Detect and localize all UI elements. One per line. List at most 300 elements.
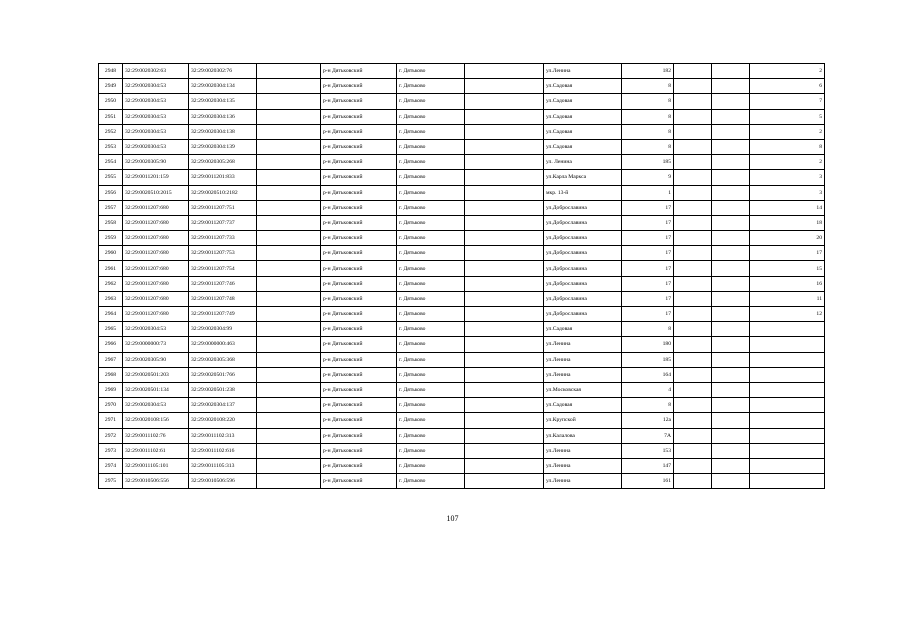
- page-number: 107: [446, 514, 459, 523]
- cell-street: ул.Садовая: [544, 109, 622, 124]
- cell-city: г. Дятьково: [397, 307, 465, 322]
- cell-blank-col-11: [712, 322, 750, 337]
- cell-blank-col-7: [465, 352, 544, 367]
- cell-district: р-н Дятьковский: [321, 215, 397, 230]
- cell-district: р-н Дятьковский: [321, 200, 397, 215]
- table-row: [99, 261, 825, 276]
- cell-street: ул.Ленина: [544, 443, 622, 458]
- cell-row-number: 2973: [99, 443, 123, 458]
- table-row: [99, 398, 825, 413]
- cell-district: р-н Дятьковский: [321, 398, 397, 413]
- cell-city: г. Дятьково: [397, 443, 465, 458]
- cell-cadastral-number-parent: 32:29:0010506:556: [123, 474, 189, 489]
- table-row: [99, 79, 825, 94]
- cell-cadastral-number-parent: 32:29:0011207:680: [123, 231, 189, 246]
- cell-blank-col-4: [257, 124, 321, 139]
- cell-house-number: 180: [622, 337, 674, 352]
- cell-blank-col-10: [674, 246, 712, 261]
- cell-blank-col-10: [674, 291, 712, 306]
- cell-cadastral-number: 32:29:0011207:753: [189, 246, 257, 261]
- cell-row-number: 2965: [99, 322, 123, 337]
- cell-blank-col-7: [465, 79, 544, 94]
- cell-cadastral-number: 32:29:0020501:766: [189, 367, 257, 382]
- cell-blank-col-7: [465, 276, 544, 291]
- cell-district: р-н Дятьковский: [321, 124, 397, 139]
- cell-blank-col-4: [257, 200, 321, 215]
- cell-blank-col-10: [674, 428, 712, 443]
- cell-cadastral-number: 32:29:0020510:2182: [189, 185, 257, 200]
- cell-street: ул.Ленина: [544, 367, 622, 382]
- cell-district: р-н Дятьковский: [321, 352, 397, 367]
- cell-blank-col-4: [257, 428, 321, 443]
- cell-district: р-н Дятьковский: [321, 474, 397, 489]
- cell-street: ул.Садовая: [544, 139, 622, 154]
- cell-blank-col-10: [674, 170, 712, 185]
- cell-blank-col-10: [674, 215, 712, 230]
- cell-cadastral-number: 32:29:0020304:135: [189, 94, 257, 109]
- cell-street: ул.Карла Маркса: [544, 170, 622, 185]
- cell-blank-col-7: [465, 139, 544, 154]
- cell-row-number: 2951: [99, 109, 123, 124]
- cell-district: р-н Дятьковский: [321, 367, 397, 382]
- cell-blank-col-10: [674, 261, 712, 276]
- cell-house-number: 8: [622, 79, 674, 94]
- cell-blank-col-4: [257, 246, 321, 261]
- cell-blank-col-4: [257, 382, 321, 397]
- cell-blank-col-11: [712, 261, 750, 276]
- cell-city: г. Дятьково: [397, 64, 465, 79]
- cell-cadastral-number: 32:29:0011102:313: [189, 428, 257, 443]
- cell-cadastral-number: 32:29:0020501:238: [189, 382, 257, 397]
- cell-blank-col-4: [257, 352, 321, 367]
- cell-apartment-number: [750, 458, 825, 473]
- cell-blank-col-7: [465, 443, 544, 458]
- table-row: [99, 185, 825, 200]
- cell-district: р-н Дятьковский: [321, 291, 397, 306]
- cell-district: р-н Дятьковский: [321, 139, 397, 154]
- cell-cadastral-number-parent: 32:29:0011105:101: [123, 458, 189, 473]
- cell-house-number: 8: [622, 322, 674, 337]
- cell-apartment-number: 15: [750, 261, 825, 276]
- cell-blank-col-10: [674, 94, 712, 109]
- cell-house-number: 8: [622, 139, 674, 154]
- cell-cadastral-number: 32:29:0020304:99: [189, 322, 257, 337]
- cell-blank-col-7: [465, 337, 544, 352]
- cell-street: ул.Калалова: [544, 428, 622, 443]
- cell-row-number: 2975: [99, 474, 123, 489]
- cell-street: ул.Крупской: [544, 413, 622, 428]
- cell-house-number: 8: [622, 398, 674, 413]
- cell-blank-col-4: [257, 64, 321, 79]
- cell-blank-col-7: [465, 413, 544, 428]
- cell-row-number: 2955: [99, 170, 123, 185]
- cell-district: р-н Дятьковский: [321, 155, 397, 170]
- cell-apartment-number: 11: [750, 291, 825, 306]
- cell-cadastral-number-parent: 32:29:0020304:53: [123, 322, 189, 337]
- cell-row-number: 2963: [99, 291, 123, 306]
- cell-blank-col-4: [257, 307, 321, 322]
- cell-blank-col-11: [712, 382, 750, 397]
- cell-cadastral-number-parent: 32:29:0020304:53: [123, 398, 189, 413]
- cell-apartment-number: 18: [750, 215, 825, 230]
- cell-street: ул.Садовая: [544, 124, 622, 139]
- table-row: [99, 443, 825, 458]
- table-row: [99, 231, 825, 246]
- cell-cadastral-number: 32:29:0011207:746: [189, 276, 257, 291]
- cell-blank-col-10: [674, 139, 712, 154]
- cell-row-number: 2974: [99, 458, 123, 473]
- cell-house-number: 8: [622, 109, 674, 124]
- cell-apartment-number: [750, 322, 825, 337]
- cell-blank-col-11: [712, 124, 750, 139]
- cell-street: ул.Садовая: [544, 79, 622, 94]
- cell-blank-col-11: [712, 215, 750, 230]
- table-row: [99, 367, 825, 382]
- table-row: [99, 291, 825, 306]
- cell-blank-col-11: [712, 428, 750, 443]
- cell-house-number: 8: [622, 94, 674, 109]
- cell-blank-col-11: [712, 443, 750, 458]
- cell-blank-col-11: [712, 307, 750, 322]
- cell-blank-col-7: [465, 307, 544, 322]
- cell-blank-col-7: [465, 64, 544, 79]
- cell-cadastral-number: 32:29:0011207:754: [189, 261, 257, 276]
- cell-house-number: 12а: [622, 413, 674, 428]
- cell-street: ул.Доброславина: [544, 215, 622, 230]
- cell-cadastral-number: 32:29:0020304:138: [189, 124, 257, 139]
- cell-district: р-н Дятьковский: [321, 246, 397, 261]
- cell-blank-col-4: [257, 291, 321, 306]
- cell-cadastral-number: 32:29:0011201:833: [189, 170, 257, 185]
- cell-apartment-number: 2: [750, 155, 825, 170]
- cell-city: г. Дятьково: [397, 94, 465, 109]
- cell-street: ул.Доброславина: [544, 291, 622, 306]
- cell-city: г. Дятьково: [397, 200, 465, 215]
- cell-street: ул.Ленина: [544, 458, 622, 473]
- cell-street: ул.Доброславина: [544, 246, 622, 261]
- cell-blank-col-7: [465, 291, 544, 306]
- cell-apartment-number: 5: [750, 109, 825, 124]
- cell-blank-col-10: [674, 382, 712, 397]
- cell-blank-col-7: [465, 200, 544, 215]
- cell-blank-col-7: [465, 246, 544, 261]
- cell-house-number: 7А: [622, 428, 674, 443]
- cell-cadastral-number-parent: 32:29:0011201:159: [123, 170, 189, 185]
- cell-city: г. Дятьково: [397, 139, 465, 154]
- cell-row-number: 2952: [99, 124, 123, 139]
- cell-apartment-number: 8: [750, 139, 825, 154]
- cell-city: г. Дятьково: [397, 382, 465, 397]
- cell-house-number: 17: [622, 291, 674, 306]
- cell-city: г. Дятьково: [397, 398, 465, 413]
- cell-blank-col-4: [257, 155, 321, 170]
- cell-district: р-н Дятьковский: [321, 458, 397, 473]
- cell-blank-col-4: [257, 185, 321, 200]
- cell-blank-col-11: [712, 79, 750, 94]
- cell-blank-col-10: [674, 458, 712, 473]
- cell-blank-col-7: [465, 155, 544, 170]
- cell-blank-col-7: [465, 398, 544, 413]
- cell-cadastral-number: 32:29:0000000:463: [189, 337, 257, 352]
- cell-street: ул.Садовая: [544, 94, 622, 109]
- cell-blank-col-11: [712, 413, 750, 428]
- cell-house-number: 17: [622, 276, 674, 291]
- cell-district: р-н Дятьковский: [321, 79, 397, 94]
- cell-blank-col-4: [257, 261, 321, 276]
- cell-city: г. Дятьково: [397, 231, 465, 246]
- cell-cadastral-number: 32:29:0011207:748: [189, 291, 257, 306]
- cell-street: ул.Доброславина: [544, 261, 622, 276]
- cell-blank-col-10: [674, 352, 712, 367]
- cell-blank-col-4: [257, 337, 321, 352]
- cell-house-number: 161: [622, 474, 674, 489]
- cell-blank-col-11: [712, 246, 750, 261]
- table-row: [99, 352, 825, 367]
- cell-district: р-н Дятьковский: [321, 276, 397, 291]
- cell-blank-col-10: [674, 64, 712, 79]
- cell-cadastral-number: 32:29:0020304:137: [189, 398, 257, 413]
- cell-house-number: 1: [622, 185, 674, 200]
- table-row: [99, 155, 825, 170]
- cell-row-number: 2959: [99, 231, 123, 246]
- cell-city: г. Дятьково: [397, 185, 465, 200]
- table-row: [99, 413, 825, 428]
- cell-row-number: 2964: [99, 307, 123, 322]
- cell-row-number: 2954: [99, 155, 123, 170]
- cell-blank-col-11: [712, 94, 750, 109]
- cell-district: р-н Дятьковский: [321, 413, 397, 428]
- cell-cadastral-number-parent: 32:29:0020108:156: [123, 413, 189, 428]
- cell-blank-col-7: [465, 185, 544, 200]
- cell-house-number: 9: [622, 170, 674, 185]
- cell-street: ул.Садовая: [544, 398, 622, 413]
- cell-city: г. Дятьково: [397, 261, 465, 276]
- cell-house-number: 17: [622, 261, 674, 276]
- cell-apartment-number: 2: [750, 124, 825, 139]
- table-row: [99, 428, 825, 443]
- cell-apartment-number: 12: [750, 307, 825, 322]
- cell-house-number: 153: [622, 443, 674, 458]
- cell-blank-col-4: [257, 458, 321, 473]
- cell-district: р-н Дятьковский: [321, 428, 397, 443]
- cell-blank-col-10: [674, 367, 712, 382]
- cell-row-number: 2967: [99, 352, 123, 367]
- cell-cadastral-number-parent: 32:29:0011102:76: [123, 428, 189, 443]
- cell-city: г. Дятьково: [397, 276, 465, 291]
- cell-district: р-н Дятьковский: [321, 170, 397, 185]
- cell-apartment-number: [750, 352, 825, 367]
- cell-blank-col-11: [712, 64, 750, 79]
- cell-city: г. Дятьково: [397, 474, 465, 489]
- cell-house-number: 4: [622, 382, 674, 397]
- table-row: [99, 307, 825, 322]
- cell-blank-col-11: [712, 352, 750, 367]
- cell-house-number: 185: [622, 155, 674, 170]
- table-row: [99, 276, 825, 291]
- cell-blank-col-10: [674, 276, 712, 291]
- cell-row-number: 2949: [99, 79, 123, 94]
- cell-blank-col-7: [465, 215, 544, 230]
- cell-cadastral-number: 32:29:0020304:139: [189, 139, 257, 154]
- cell-row-number: 2962: [99, 276, 123, 291]
- table-row: [99, 322, 825, 337]
- cell-house-number: 185: [622, 352, 674, 367]
- cell-cadastral-number: 32:29:0020305:368: [189, 352, 257, 367]
- cell-row-number: 2969: [99, 382, 123, 397]
- table-row: [99, 139, 825, 154]
- cell-row-number: 2956: [99, 185, 123, 200]
- cell-blank-col-10: [674, 185, 712, 200]
- cell-cadastral-number-parent: 32:29:0011207:680: [123, 276, 189, 291]
- cell-blank-col-11: [712, 109, 750, 124]
- cell-blank-col-4: [257, 367, 321, 382]
- cell-city: г. Дятьково: [397, 352, 465, 367]
- cell-blank-col-11: [712, 200, 750, 215]
- cell-blank-col-4: [257, 139, 321, 154]
- cell-cadastral-number-parent: 32:29:0020302:63: [123, 64, 189, 79]
- table-row: [99, 337, 825, 352]
- cell-house-number: 17: [622, 246, 674, 261]
- cell-blank-col-10: [674, 109, 712, 124]
- cell-blank-col-11: [712, 185, 750, 200]
- cell-blank-col-10: [674, 413, 712, 428]
- cell-street: ул.Доброславина: [544, 307, 622, 322]
- cell-street: ул.Доброславина: [544, 231, 622, 246]
- cell-cadastral-number-parent: 32:29:0020305:90: [123, 155, 189, 170]
- cell-cadastral-number-parent: 32:29:0011207:680: [123, 307, 189, 322]
- registry-table: [98, 63, 825, 489]
- cell-cadastral-number: 32:29:0020302:76: [189, 64, 257, 79]
- cell-blank-col-7: [465, 170, 544, 185]
- table-row: [99, 458, 825, 473]
- cell-cadastral-number-parent: 32:29:0011207:680: [123, 200, 189, 215]
- cell-cadastral-number-parent: 32:29:0020304:53: [123, 109, 189, 124]
- cell-blank-col-7: [465, 109, 544, 124]
- cell-district: р-н Дятьковский: [321, 109, 397, 124]
- cell-row-number: 2970: [99, 398, 123, 413]
- cell-district: р-н Дятьковский: [321, 261, 397, 276]
- cell-cadastral-number: 32:29:0020305:268: [189, 155, 257, 170]
- table-row: [99, 246, 825, 261]
- cell-district: р-н Дятьковский: [321, 94, 397, 109]
- cell-district: р-н Дятьковский: [321, 382, 397, 397]
- cell-blank-col-7: [465, 382, 544, 397]
- cell-blank-col-4: [257, 94, 321, 109]
- cell-cadastral-number-parent: 32:29:0020304:53: [123, 79, 189, 94]
- cell-street: ул.Ленина: [544, 474, 622, 489]
- cell-blank-col-7: [465, 322, 544, 337]
- cell-house-number: 17: [622, 231, 674, 246]
- cell-apartment-number: [750, 382, 825, 397]
- table-row: [99, 94, 825, 109]
- cell-city: г. Дятьково: [397, 170, 465, 185]
- cell-blank-col-10: [674, 322, 712, 337]
- cell-blank-col-4: [257, 413, 321, 428]
- cell-city: г. Дятьково: [397, 337, 465, 352]
- cell-street: ул.Доброславина: [544, 200, 622, 215]
- cell-cadastral-number-parent: 32:29:0011207:680: [123, 246, 189, 261]
- cell-blank-col-4: [257, 215, 321, 230]
- cell-district: р-н Дятьковский: [321, 337, 397, 352]
- cell-cadastral-number-parent: 32:29:0020510:2015: [123, 185, 189, 200]
- cell-cadastral-number-parent: 32:29:0011207:680: [123, 215, 189, 230]
- cell-blank-col-11: [712, 458, 750, 473]
- cell-city: г. Дятьково: [397, 458, 465, 473]
- cell-blank-col-7: [465, 428, 544, 443]
- cell-blank-col-11: [712, 398, 750, 413]
- cell-district: р-н Дятьковский: [321, 443, 397, 458]
- cell-row-number: 2966: [99, 337, 123, 352]
- cell-cadastral-number-parent: 32:29:0020305:90: [123, 352, 189, 367]
- cell-cadastral-number-parent: 32:29:0020304:53: [123, 139, 189, 154]
- cell-district: р-н Дятьковский: [321, 231, 397, 246]
- cell-cadastral-number: 32:29:0011105:313: [189, 458, 257, 473]
- table-row: [99, 124, 825, 139]
- cell-apartment-number: [750, 474, 825, 489]
- cell-row-number: 2961: [99, 261, 123, 276]
- table-row: [99, 215, 825, 230]
- cell-row-number: 2948: [99, 64, 123, 79]
- cell-apartment-number: 14: [750, 200, 825, 215]
- cell-apartment-number: [750, 428, 825, 443]
- cell-cadastral-number-parent: 32:29:0011102:61: [123, 443, 189, 458]
- cell-blank-col-4: [257, 443, 321, 458]
- cell-blank-col-10: [674, 398, 712, 413]
- cell-blank-col-7: [465, 458, 544, 473]
- cell-blank-col-10: [674, 307, 712, 322]
- cell-house-number: 17: [622, 215, 674, 230]
- cell-cadastral-number: 32:29:0010506:596: [189, 474, 257, 489]
- cell-row-number: 2958: [99, 215, 123, 230]
- cell-row-number: 2957: [99, 200, 123, 215]
- cell-apartment-number: 2: [750, 64, 825, 79]
- cell-city: г. Дятьково: [397, 124, 465, 139]
- cell-apartment-number: [750, 367, 825, 382]
- cell-street: ул.Ленина: [544, 352, 622, 367]
- cell-blank-col-10: [674, 155, 712, 170]
- cell-blank-col-7: [465, 231, 544, 246]
- cell-apartment-number: 17: [750, 246, 825, 261]
- cell-blank-col-4: [257, 276, 321, 291]
- cell-cadastral-number: 32:29:0011207:751: [189, 200, 257, 215]
- cell-cadastral-number: 32:29:0011207:733: [189, 231, 257, 246]
- table-row: [99, 170, 825, 185]
- cell-city: г. Дятьково: [397, 79, 465, 94]
- cell-row-number: 2950: [99, 94, 123, 109]
- cell-city: г. Дятьково: [397, 367, 465, 382]
- cell-blank-col-4: [257, 322, 321, 337]
- cell-blank-col-11: [712, 367, 750, 382]
- cell-cadastral-number: 32:29:0020304:136: [189, 109, 257, 124]
- table-row: [99, 382, 825, 397]
- cell-street: ул.Московская: [544, 382, 622, 397]
- table-row: [99, 64, 825, 79]
- cell-city: г. Дятьково: [397, 109, 465, 124]
- cell-blank-col-7: [465, 474, 544, 489]
- cell-street: ул. Ленина: [544, 155, 622, 170]
- cell-blank-col-11: [712, 276, 750, 291]
- cell-city: г. Дятьково: [397, 155, 465, 170]
- cell-cadastral-number-parent: 32:29:0020501:134: [123, 382, 189, 397]
- cell-row-number: 2953: [99, 139, 123, 154]
- cell-blank-col-4: [257, 231, 321, 246]
- cell-row-number: 2971: [99, 413, 123, 428]
- cell-row-number: 2968: [99, 367, 123, 382]
- cell-apartment-number: [750, 337, 825, 352]
- cell-city: г. Дятьково: [397, 413, 465, 428]
- cell-city: г. Дятьково: [397, 246, 465, 261]
- cell-house-number: 182: [622, 64, 674, 79]
